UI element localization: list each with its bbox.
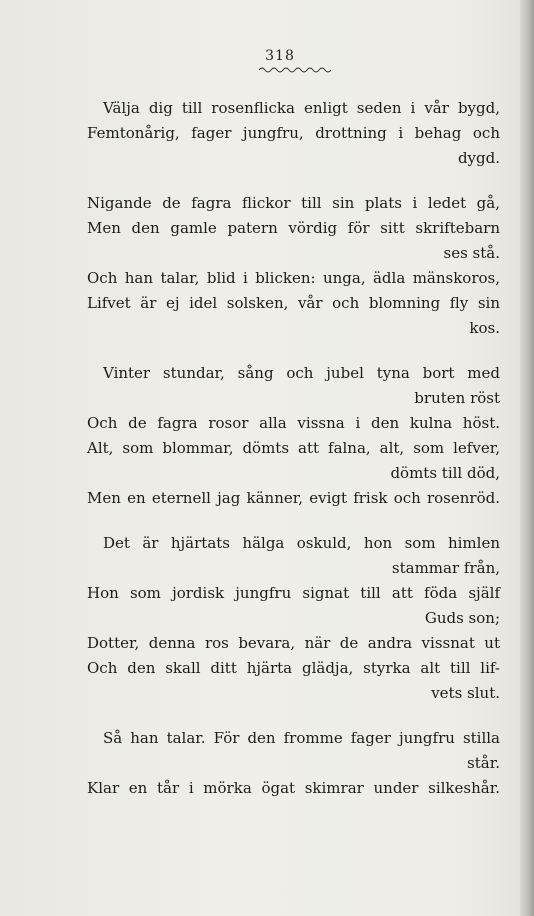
poem-line: Lifvet är ej idel solsken, vår och blomning fly sin (87, 294, 500, 312)
poem-line-continuation: stammar från, (391, 559, 500, 577)
stanza-1 (87, 96, 500, 171)
poem-line: Alt, som blommar, dömts att falna, alt, som lefver, (87, 439, 500, 457)
poem-line-continuation: vets slut. (431, 684, 500, 702)
poem-line: Välja dig till rosenflicka enligt seden i vår bygd, (103, 99, 500, 117)
page-header (0, 48, 534, 74)
page-number: 318 (265, 48, 295, 64)
book-spine-edge (520, 0, 534, 916)
poem-line-continuation: ses stå. (443, 244, 500, 262)
poem-line: Och han talar, blid i blicken: unga, ädla mänskoros, (87, 269, 500, 287)
poem-line: Nigande de fagra flickor till sin plats i ledet gå, (87, 194, 500, 212)
poem-line-continuation: kos. (469, 319, 500, 337)
stanza-4 (87, 531, 500, 706)
poem-line-continuation: dömts till död, (390, 464, 500, 482)
poem-line: Så han talar. För den fromme fager jungfru stilla (103, 729, 500, 747)
poem-line: Men en eternell jag känner, evigt frisk och rosenröd. (87, 489, 500, 507)
poem-line: Och de fagra rosor alla vissna i den kulna höst. (87, 414, 500, 432)
poem-line: Klar en tår i mörka ögat skimrar under silkeshår. (87, 779, 500, 797)
poem-line-continuation: står. (467, 754, 500, 772)
poem-line: Och den skall ditt hjärta glädja, styrka alt till lif- (87, 659, 500, 677)
poem-line: Dotter, denna ros bevara, när de andra vissnat ut (87, 634, 500, 652)
poem-line: Hon som jordisk jungfru signat till att föda själf (87, 584, 500, 602)
poem-text (87, 96, 500, 801)
poem-line-continuation: bruten röst (414, 389, 500, 407)
stanza-5 (87, 726, 500, 801)
poem-line: Men den gamle patern vördig för sitt skriftebarn (87, 219, 500, 237)
poem-line: Det är hjärtats hälga oskuld, hon som himlen (103, 534, 500, 552)
poem-line-continuation: Guds son; (424, 609, 500, 627)
wavy-ornament-icon (257, 66, 333, 74)
poem-line: Vinter stundar, sång och jubel tyna bort med (103, 364, 500, 382)
poem-line: Femtonårig, fager jungfru, drottning i behag och (87, 124, 500, 142)
poem-line-continuation: dygd. (457, 149, 500, 167)
stanza-2 (87, 191, 500, 341)
stanza-3 (87, 361, 500, 511)
